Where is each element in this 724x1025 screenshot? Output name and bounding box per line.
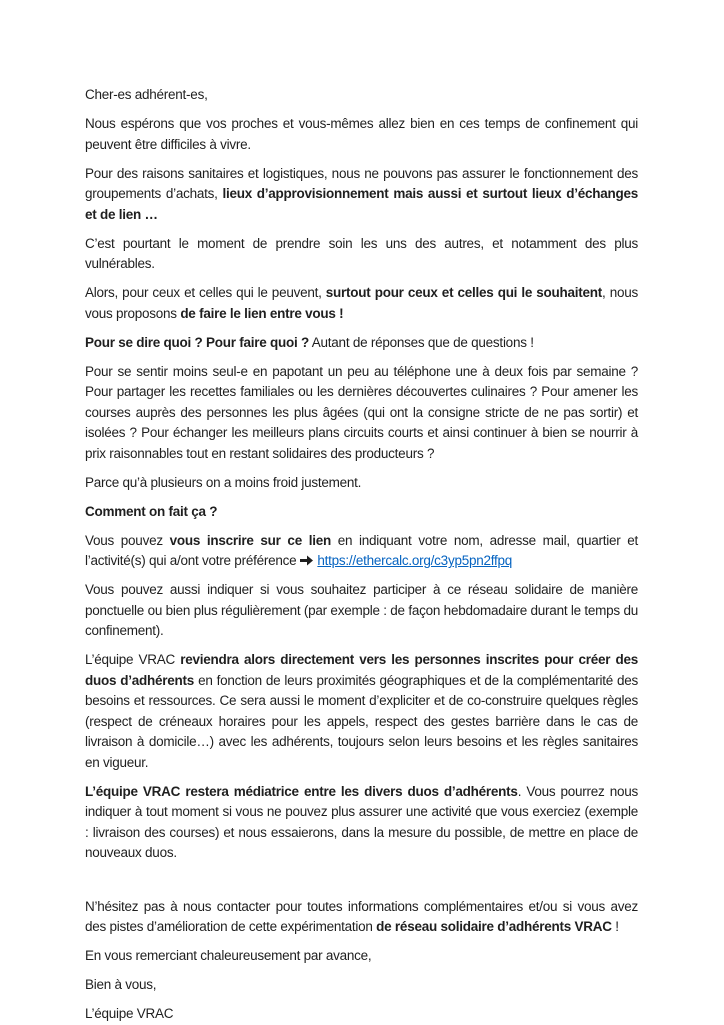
text-run: Vous pouvez aussi indiquer si vous souhaitez participer à ce réseau solidaire de manière ponctuelle ou bien plus régulièrement (par exemple : de façon hebdomadaire durant le temps du confinement).	[85, 582, 638, 638]
text-run: N’hésitez pas à nous contacter pour toutes informations complémentaires et/ou si vous avez des pistes d’amélioration de cette expérimentation	[85, 898, 638, 934]
para-inscription	[85, 531, 638, 572]
para-remerciement	[85, 946, 638, 967]
bold-text-run: L’équipe VRAC restera médiatrice entre les divers duos d’adhérents	[85, 783, 518, 799]
text-run: !	[611, 919, 619, 934]
heading-comment-on-fait	[85, 502, 638, 523]
text-run: Alors, pour ceux et celles qui le peuvent,	[85, 285, 326, 300]
bold-text-run: vous inscrire sur ce lien	[169, 532, 331, 548]
text-run: Autant de réponses que de questions !	[309, 334, 534, 350]
para-se-dire-quoi	[85, 333, 638, 354]
arrow-right-icon	[300, 555, 313, 566]
para-duos-adherents	[85, 650, 638, 773]
para-mediation	[85, 782, 638, 864]
ethercalc-link[interactable]: https://ethercalc.org/c3yp5pn2ffpq	[317, 553, 513, 568]
text-run: Nous espérons que vos proches et vous-mêmes allez bien en ces temps de confinement qui peuvent être difficiles à vivre.	[85, 116, 638, 152]
para-voeux	[85, 114, 638, 155]
text-run: , nous vous proposons	[85, 285, 638, 321]
bold-text-run: de réseau solidaire d’adhérents VRAC	[376, 919, 612, 934]
text-run: . Vous pourrez nous indiquer à tout moment si vous ne pouvez plus assurer une activité que vous exerciez (exemple : livraison des courses) et nous essaierons, dans la mesure du possible, de mettre en place de nouveaux duos.	[85, 783, 638, 860]
text-run: Cher-es adhérent-es,	[85, 87, 208, 102]
bold-text-run: reviendra alors directement vers les personnes inscrites pour créer des duos d’adhérents	[85, 652, 638, 688]
text-run: Pour se sentir moins seul-e en papotant un peu au téléphone une à deux fois par semaine ? Pour partager les recettes familiales ou les dernières découvertes culinaires ? Pour amener les courses auprès des personnes les plus âgées (qui ont la consigne stricte de ne pas sortir) et isolées ? Pour échanger les meilleurs plans circuits courts et ainsi continuer à bien se nourrir à prix raisonnables tout en restant solidaires des producteurs ?	[85, 363, 638, 461]
text-run: Parce qu’à plusieurs on a moins froid justement.	[85, 474, 362, 490]
para-contact	[85, 897, 638, 938]
bold-text-run: Pour se dire quoi ? Pour faire quoi ?	[85, 334, 310, 350]
para-proposition-lien	[85, 283, 638, 324]
text-run: C’est pourtant le moment de prendre soin les uns des autres, et notamment des plus vulnérables.	[85, 235, 638, 271]
text-run: Bien à vous,	[85, 977, 157, 992]
text-run: Pour des raisons sanitaires et logistiques, nous ne pouvons pas assurer le fonctionnement des groupements d’achats,	[85, 165, 638, 201]
bold-text-run: de faire le lien entre vous !	[180, 305, 344, 321]
bold-text-run: surtout pour ceux et celles qui le souhaitent	[325, 285, 603, 300]
greeting	[85, 85, 638, 106]
text-run: En vous remerciant chaleureusement par avance,	[85, 948, 372, 963]
signature	[85, 1004, 638, 1025]
bold-text-run: lieux d’approvisionnement mais aussi et surtout lieux d’échanges et de lien …	[85, 186, 638, 222]
text-run: Vous pouvez	[85, 532, 170, 548]
para-salutation-finale	[85, 975, 638, 996]
para-exemples-activites	[85, 362, 638, 465]
document-body	[85, 85, 638, 1025]
text-run: en indiquant votre nom, adresse mail, quartier et l’activité(s) qui a/ont votre préférence	[85, 532, 638, 568]
text-run: L’équipe VRAC	[85, 1006, 174, 1021]
para-prendre-soin	[85, 234, 638, 275]
text-run: en fonction de leurs proximités géographiques et de la complémentarité des besoins et ressources. Ce sera aussi le moment d’expliciter et de co-construire quelques règles (respect de créneaux horaires pour les appels, respect des gestes barrière dans le cas de livraison à domicile…) avec les adhérents, toujours selon leurs besoins et les règles sanitaires en vigueur.	[85, 672, 638, 770]
para-raisons-sanitaires	[85, 164, 638, 226]
para-participation	[85, 580, 638, 642]
bold-text-run: Comment on fait ça ?	[85, 503, 218, 519]
para-moins-froid	[85, 473, 638, 494]
text-run: L’équipe VRAC	[85, 652, 181, 667]
